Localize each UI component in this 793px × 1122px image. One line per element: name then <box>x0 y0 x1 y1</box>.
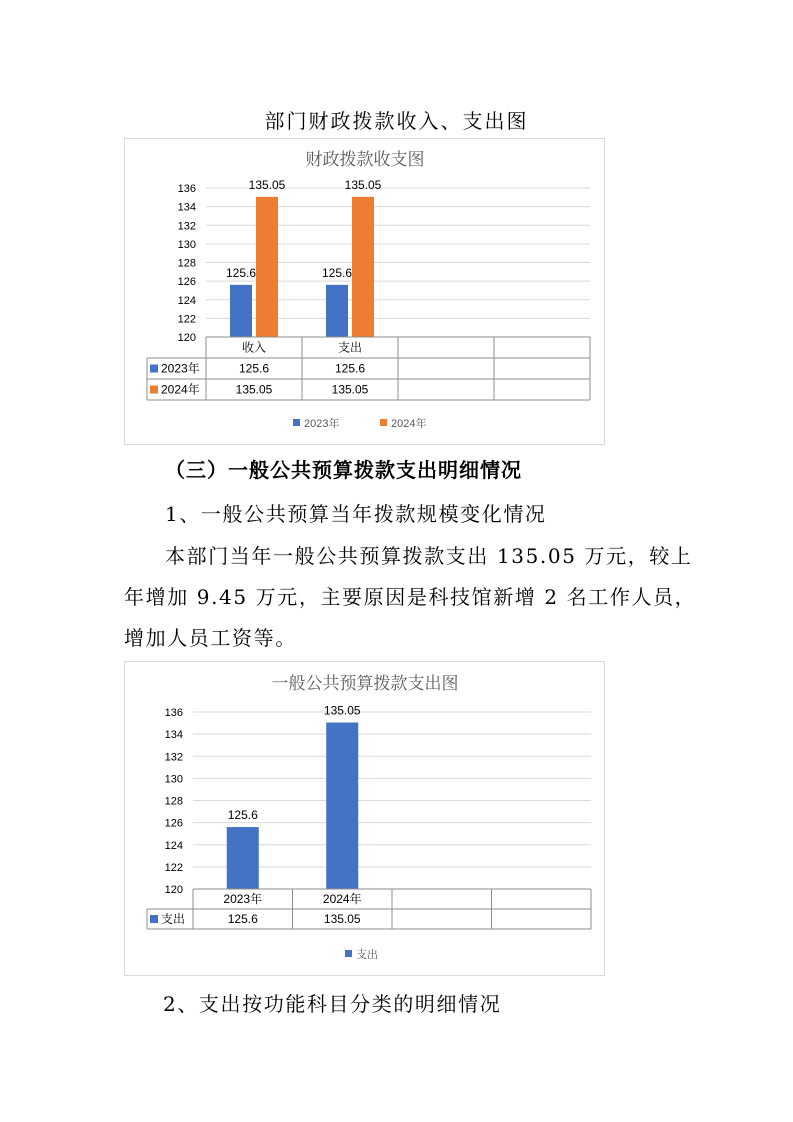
table-category-label: 2023年 <box>223 892 263 906</box>
y-tick-label: 134 <box>164 729 183 742</box>
data-label: 125.6 <box>321 265 353 280</box>
y-tick-label: 130 <box>177 238 196 251</box>
y-tick-label: 130 <box>164 773 183 786</box>
y-tick-label: 126 <box>177 276 196 289</box>
table-value: 125.6 <box>334 361 366 376</box>
y-tick-label: 124 <box>177 294 196 307</box>
legend-label: 支出 <box>356 949 378 961</box>
table-value: 125.6 <box>238 361 270 376</box>
table-series-name: 支出 <box>161 912 186 926</box>
general-budget-expense-chart-svg <box>125 662 604 975</box>
table-category-label: 收入 <box>241 340 267 355</box>
y-tick-label: 124 <box>164 839 183 852</box>
finance-income-expense-chart-svg <box>125 139 604 444</box>
general-budget-expense-chart <box>124 661 605 976</box>
paragraph-line-1: 本部门当年一般公共预算拨款支出 135.05 万元，较上 <box>165 544 693 568</box>
y-tick-label: 136 <box>177 183 196 195</box>
y-tick-label: 136 <box>164 707 183 719</box>
bar <box>230 285 252 337</box>
y-tick-label: 128 <box>177 257 196 270</box>
legend-label: 2023年 <box>304 418 340 430</box>
table-legend-key <box>150 365 158 373</box>
y-tick-label: 126 <box>164 817 183 830</box>
paragraph-line-3: 增加人员工资等。 <box>124 626 297 650</box>
table-value: 135.05 <box>323 912 361 926</box>
bar <box>352 197 374 337</box>
chart-title: 财政拨款收支图 <box>305 150 425 169</box>
data-label: 125.6 <box>227 808 258 823</box>
table-value: 125.6 <box>227 912 258 926</box>
data-label: 125.6 <box>225 265 257 280</box>
data-label: 135.05 <box>344 177 382 192</box>
y-tick-label: 132 <box>164 751 183 764</box>
table-legend-key <box>150 915 158 923</box>
section-title: （三）一般公共预算拨款支出明细情况 <box>165 458 522 482</box>
finance-income-expense-chart <box>124 138 605 445</box>
table-category-label: 2024年 <box>322 892 362 906</box>
legend-label: 2024年 <box>391 418 427 430</box>
table-series-name: 2023年 <box>161 361 200 376</box>
bar <box>326 285 348 337</box>
table-value: 135.05 <box>235 382 273 397</box>
table-series-name: 2024年 <box>161 382 200 397</box>
y-tick-label: 134 <box>177 201 196 214</box>
subheading-scale-change: 1、一般公共预算当年拨款规模变化情况 <box>165 502 547 526</box>
bar <box>326 723 358 889</box>
subheading-function-detail: 2、支出按功能科目分类的明细情况 <box>163 992 502 1016</box>
y-tick-label: 120 <box>164 884 183 896</box>
legend-key <box>293 419 300 426</box>
y-tick-label: 132 <box>177 220 196 233</box>
paragraph-line-2: 年增加 9.45 万元，主要原因是科技馆新增 2 名工作人员， <box>124 585 697 609</box>
legend-key <box>345 950 352 957</box>
table-value: 135.05 <box>331 382 369 397</box>
chart-title: 一般公共预算拨款支出图 <box>271 674 459 693</box>
table-legend-key <box>150 386 158 394</box>
bar <box>256 197 278 337</box>
y-tick-label: 128 <box>164 795 183 808</box>
data-label: 135.05 <box>323 703 361 718</box>
data-label: 135.05 <box>248 177 286 192</box>
table-category-label: 支出 <box>337 340 363 355</box>
y-tick-label: 122 <box>177 313 196 326</box>
chart-heading: 部门财政拨款收入、支出图 <box>264 109 529 133</box>
y-tick-label: 120 <box>177 332 196 344</box>
legend-key <box>380 419 387 426</box>
bar <box>227 827 259 889</box>
y-tick-label: 122 <box>164 861 183 874</box>
